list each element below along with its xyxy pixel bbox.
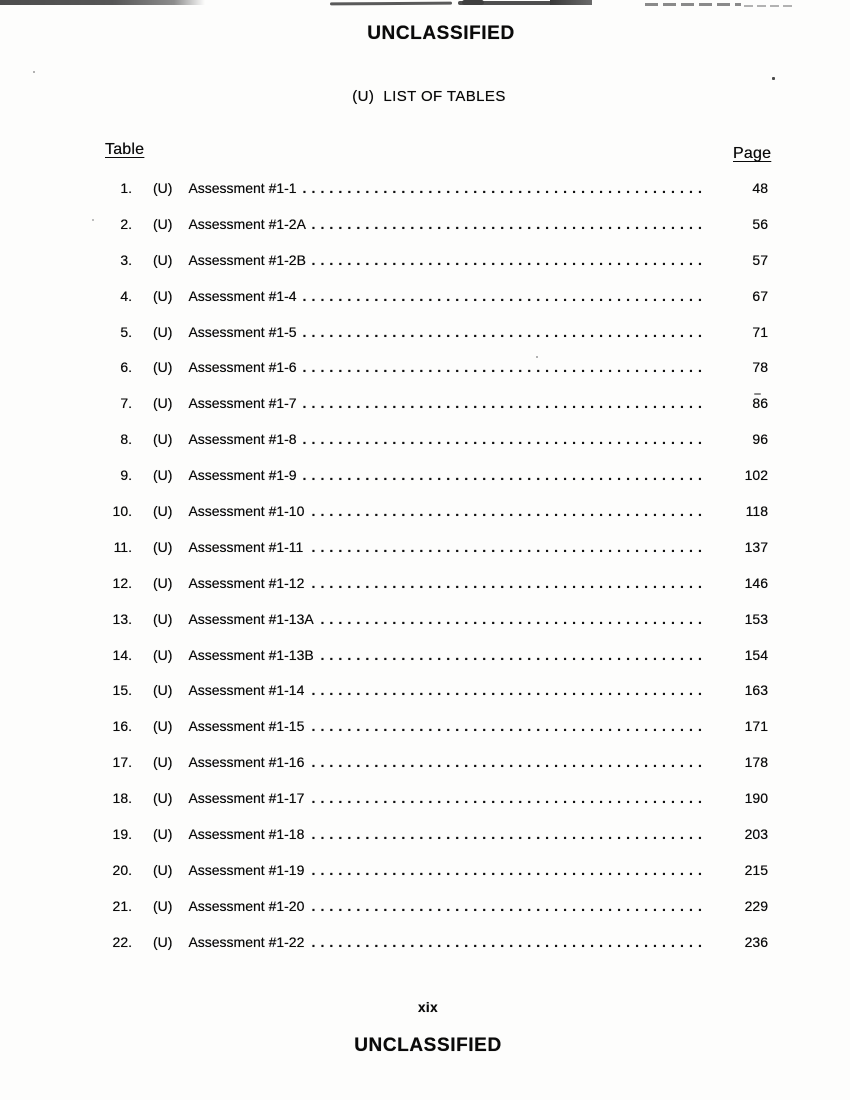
table-row — [85, 324, 768, 360]
row-number: 11. — [113, 538, 132, 555]
page-number: 154 — [744, 646, 768, 663]
dot-leader — [320, 647, 707, 663]
table-entry-title: Assessment #1-16 — [188, 754, 305, 771]
dot-leader — [312, 252, 707, 268]
dot-leader — [309, 539, 707, 555]
classification-mark: (U) — [153, 718, 173, 735]
page-number: 203 — [744, 826, 768, 843]
table-entry-title: Assessment #1-19 — [188, 861, 305, 878]
row-number: 13. — [112, 610, 132, 627]
row-number: 10. — [112, 503, 132, 520]
row-number: 4. — [120, 287, 132, 304]
row-number: 14. — [112, 646, 132, 663]
dot-leader — [312, 216, 707, 232]
scan-artifact — [458, 1, 562, 5]
classification-mark: (U) — [153, 251, 173, 268]
scan-speck — [772, 77, 775, 80]
table-row — [85, 682, 768, 718]
page-number: 78 — [752, 359, 768, 376]
table-entry-title: Assessment #1-7 — [188, 395, 297, 412]
row-number: 12. — [112, 574, 132, 591]
scan-speck — [33, 71, 35, 73]
table-entry-title: Assessment #1-8 — [188, 431, 297, 448]
table-entry-title: Assessment #1-1 — [188, 180, 297, 196]
classification-mark: (U) — [153, 933, 173, 950]
row-number: 1. — [120, 180, 132, 196]
classification-mark: (U) — [153, 323, 173, 340]
dot-leader — [303, 288, 707, 304]
page-number: 236 — [744, 933, 768, 950]
row-number: 22. — [112, 933, 132, 950]
classification-mark: (U) — [153, 897, 173, 914]
row-number: 18. — [112, 790, 132, 807]
table-entry-title: Assessment #1-2B — [188, 251, 306, 268]
table-row — [85, 180, 768, 216]
dot-leader — [310, 826, 707, 842]
table-entry-title: Assessment #1-15 — [188, 718, 305, 735]
classification-footer: UNCLASSIFIED — [354, 1035, 502, 1056]
classification-mark: (U) — [153, 610, 173, 627]
dot-leader — [310, 682, 707, 698]
table-row — [85, 934, 768, 970]
table-row — [85, 252, 768, 288]
table-entry-title: Assessment #1-10 — [188, 503, 305, 520]
page-number: 96 — [752, 431, 768, 448]
scan-artifact — [550, 0, 592, 5]
dot-leader — [310, 934, 707, 950]
table-row — [85, 862, 768, 898]
table-row — [85, 826, 768, 862]
page-number: 215 — [744, 861, 768, 878]
table-entry-title: Assessment #1-20 — [188, 897, 305, 914]
table-entry-title: Assessment #1-2A — [188, 215, 306, 232]
table-row — [85, 898, 768, 934]
classification-mark: (U) — [153, 359, 173, 376]
dot-leader — [303, 467, 707, 483]
page-number: 71 — [752, 323, 768, 340]
page-number: 178 — [744, 754, 768, 771]
table-row — [85, 288, 768, 324]
table-entry-title: Assessment #1-22 — [188, 933, 305, 950]
table-entry-title: Assessment #1-17 — [188, 790, 305, 807]
folio-page-number: xix — [418, 1000, 438, 1015]
page-number: 86 — [752, 395, 768, 412]
page-number: 146 — [744, 574, 768, 591]
classification-mark: (U) — [153, 826, 173, 843]
dot-leader — [310, 790, 707, 806]
table-row — [85, 467, 768, 503]
dot-leader — [310, 575, 707, 591]
classification-header: UNCLASSIFIED — [367, 23, 515, 44]
classification-mark: (U) — [153, 790, 173, 807]
row-number: 8. — [120, 431, 132, 448]
scan-artifact — [645, 3, 741, 6]
dot-leader — [303, 359, 707, 375]
classification-mark: (U) — [153, 861, 173, 878]
table-entry-title: Assessment #1-6 — [188, 359, 297, 376]
page-number: 190 — [744, 790, 768, 807]
dot-leader — [303, 180, 707, 196]
classification-mark: (U) — [153, 682, 173, 699]
table-entry-title: Assessment #1-14 — [188, 682, 305, 699]
table-row — [85, 431, 768, 467]
row-number: 16. — [112, 718, 132, 735]
classification-mark: (U) — [153, 754, 173, 771]
row-number: 3. — [120, 251, 132, 268]
table-entry-title: Assessment #1-9 — [188, 467, 297, 484]
table-row — [85, 575, 768, 611]
classification-mark: (U) — [153, 574, 173, 591]
page-number: 137 — [744, 538, 768, 555]
row-number: 9. — [120, 467, 132, 484]
table-row — [85, 790, 768, 826]
row-number: 21. — [112, 897, 132, 914]
dot-leader — [303, 324, 707, 340]
dot-leader — [310, 754, 707, 770]
table-row — [85, 754, 768, 790]
page-number: 48 — [752, 180, 768, 196]
row-number: 5. — [120, 323, 132, 340]
list-of-tables-title: (U) LIST OF TABLES — [352, 88, 506, 105]
table-entry-title: Assessment #1-11 — [188, 538, 304, 555]
page-number: 57 — [752, 251, 768, 268]
scan-artifact — [330, 2, 452, 6]
scan-artifact — [744, 5, 796, 7]
page-number: 229 — [744, 897, 768, 914]
row-number: 7. — [120, 395, 132, 412]
table-entry-title: Assessment #1-13B — [188, 646, 314, 663]
page-number: 67 — [752, 287, 768, 304]
classification-mark: (U) — [153, 287, 173, 304]
table-entry-title: Assessment #1-18 — [188, 826, 305, 843]
page-number: 163 — [744, 682, 768, 699]
classification-mark: (U) — [153, 395, 173, 412]
row-number: 2. — [120, 215, 132, 232]
table-entry-title: Assessment #1-4 — [188, 287, 297, 304]
scan-artifact — [0, 0, 205, 5]
classification-mark: (U) — [153, 538, 173, 555]
table-entry-title: Assessment #1-13A — [188, 610, 314, 627]
table-row — [85, 539, 768, 575]
page-number: 118 — [745, 503, 768, 520]
dot-leader — [310, 862, 707, 878]
classification-mark: (U) — [153, 646, 173, 663]
row-number: 6. — [120, 359, 132, 376]
table-row — [85, 359, 768, 395]
row-number: 20. — [112, 861, 132, 878]
table-column-header: Table — [105, 141, 145, 158]
table-row — [85, 503, 768, 539]
row-number: 19. — [112, 826, 132, 843]
table-entry-title: Assessment #1-5 — [188, 323, 297, 340]
page-number: 153 — [744, 610, 768, 627]
table-row — [85, 395, 768, 431]
page-number: 102 — [744, 467, 768, 484]
classification-mark: (U) — [153, 215, 173, 232]
list-of-tables — [85, 180, 768, 970]
table-row — [85, 611, 768, 647]
table-row — [85, 216, 768, 252]
dot-leader — [310, 898, 707, 914]
page-column-header: Page — [733, 145, 772, 162]
dot-leader — [303, 431, 707, 447]
dot-leader — [310, 718, 707, 734]
table-row — [85, 647, 768, 683]
table-entry-title: Assessment #1-12 — [188, 574, 305, 591]
classification-mark: (U) — [153, 180, 173, 196]
classification-mark: (U) — [153, 467, 173, 484]
row-number: 17. — [112, 754, 132, 771]
classification-mark: (U) — [153, 503, 173, 520]
dot-leader — [303, 395, 707, 411]
page-number: 171 — [744, 718, 768, 735]
dot-leader — [310, 503, 707, 519]
row-number: 15. — [112, 682, 132, 699]
table-row — [85, 718, 768, 754]
page-number: 56 — [752, 215, 768, 232]
classification-mark: (U) — [153, 431, 173, 448]
dot-leader — [320, 611, 707, 627]
